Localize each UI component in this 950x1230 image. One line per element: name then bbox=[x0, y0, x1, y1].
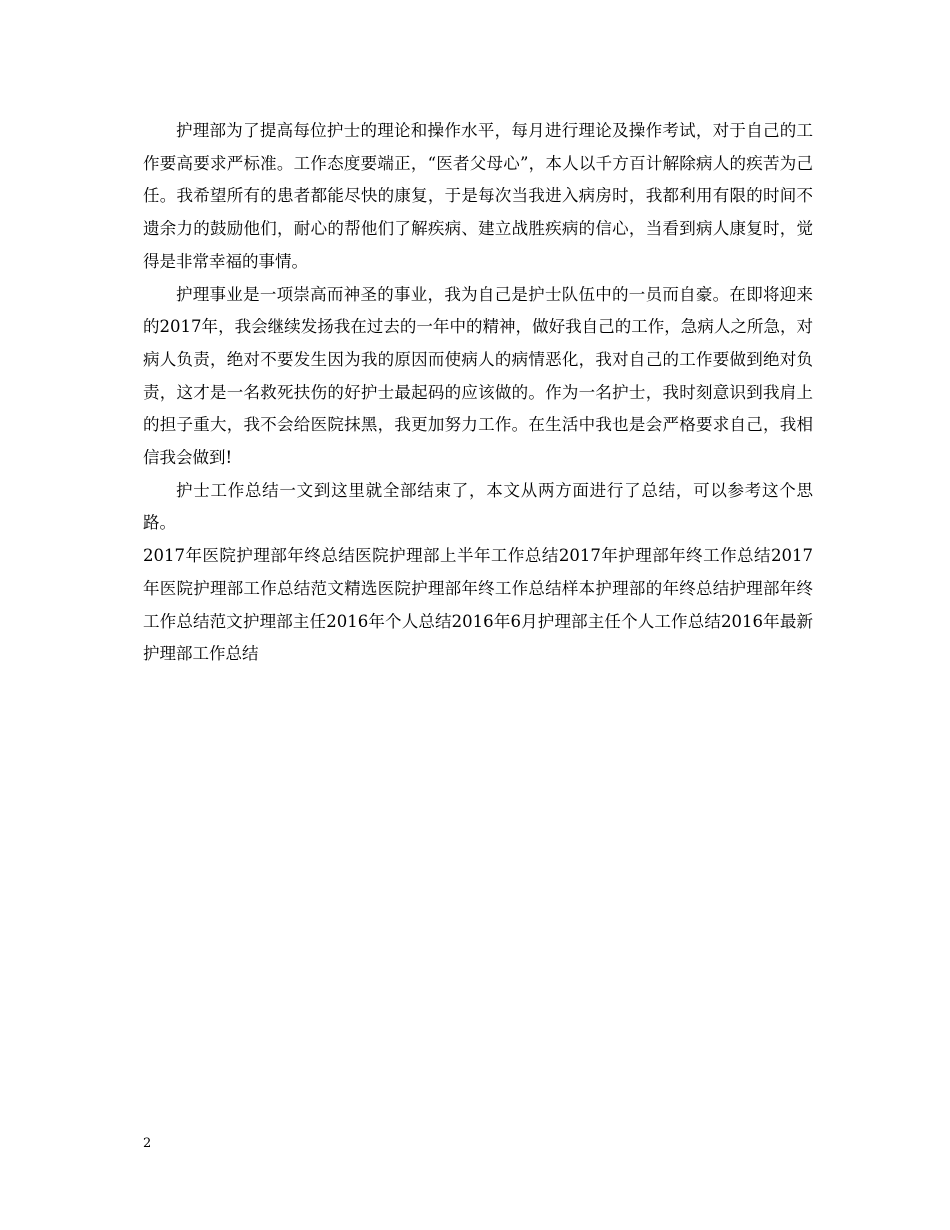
paragraph-nursing-standards: 护理部为了提高每位护士的理论和操作水平，每月进行理论及操作考试，对于自己的工作要高要求严标准。工作态度要端正，“医者父母心”，本人以千方百计解除病人的疾苦为己任。我希望所有的患者都能尽快的康复，于是每次当我进入病房时，我都利用有限的时间不遗余力的鼓励他们，耐心的帮他们了解疾病、建立战胜疾病的信心，当看到病人康复时，觉得是非常幸福的事情。 bbox=[143, 121, 813, 271]
page-number: 2 bbox=[143, 1136, 152, 1151]
related-articles-text: 2017年医院护理部年终总结医院护理部上半年工作总结2017年护理部年终工作总结2017年医院护理部工作总结范文精选医院护理部年终工作总结样本护理部的年终总结护理部年终工作总结范文护理部主任2016年个人总结2016年6月护理部主任个人工作总结2016年最新护理部工作总结 bbox=[143, 546, 813, 664]
paragraph-conclusion: 护士工作总结一文到这里就全部结束了，本文从两方面进行了总结，可以参考这个思路。 bbox=[143, 480, 813, 533]
document-body bbox=[143, 115, 813, 671]
paragraph-nursing-career: 护理事业是一项崇高而神圣的事业，我为自己是护士队伍中的一员而自豪。在即将迎来的2017年，我会继续发扬我在过去的一年中的精神，做好我自己的工作，急病人之所急，对病人负责，绝对不要发生因为我的原因而使病人的病情恶化，我对自己的工作要做到绝对负责，这才是一名救死扶伤的好护士最起码的应该做的。作为一名护士，我时刻意识到我肩上的担子重大，我不会给医院抹黑，我更加努力工作。在生活中我也是会严格要求自己，我相信我会做到! bbox=[143, 284, 813, 468]
